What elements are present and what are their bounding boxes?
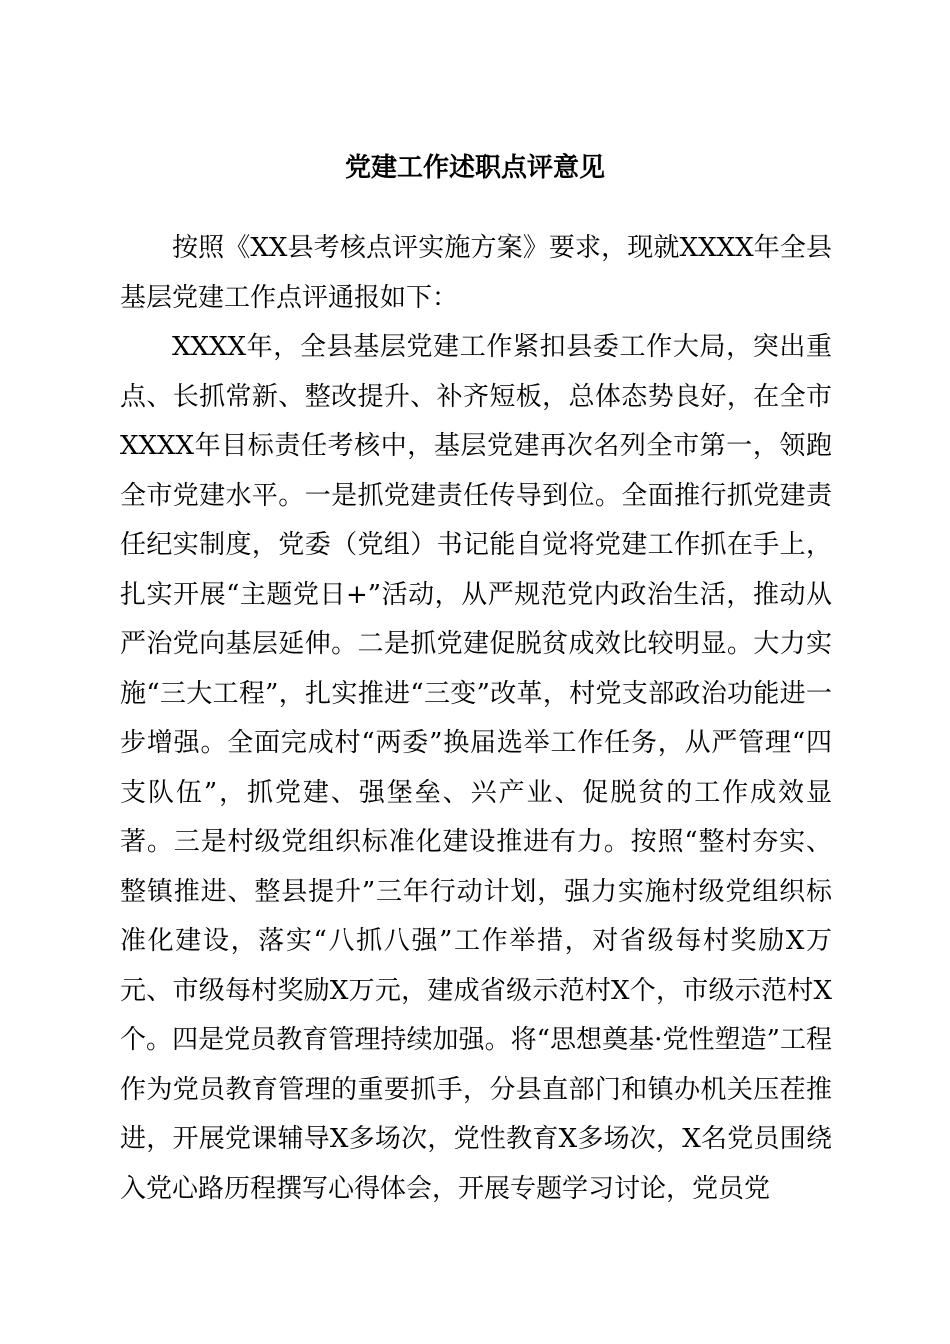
document-title: 党建工作述职点评意见: [344, 153, 605, 183]
paragraph-intro: 按照《XX县考核点评实施方案》要求，现就XXXX年全县基层党建工作点评通报如下：: [120, 233, 832, 313]
document-body: [120, 224, 832, 1214]
paragraph-main: XXXX年，全县基层党建工作紧扣县委工作大局，突出重点、长抓常新、整改提升、补齐短板，总体态势良好，在全市XXXX年目标责任考核中，基层党建再次名列全市第一，领跑全市党建水平。一是抓党建责任传导到位。全面推行抓党建责任纪实制度，党委（党组）书记能自觉将党建工作抓在手上，扎实开展“主题党日+”活动，从严规范党内政治生活，推动从严治党向基层延伸。二是抓党建促脱贫成效比较明显。大力实施“三大工程”，扎实推进“三变”改革，村党支部政治功能进一步增强。全面完成村“两委”换届选举工作任务，从严管理“四支队伍”，抓党建、强堡垒、兴产业、促脱贫的工作成效显著。三是村级党组织标准化建设推进有力。按照“整村夯实、整镇推进、整县提升”三年行动计划，强力实施村级党组织标准化建设，落实“八抓八强”工作举措，对省级每村奖励X万元、市级每村奖励X万元，建成省级示范村X个，市级示范村X个。四是党员教育管理持续加强。将“思想奠基·党性塑造”工程作为党员教育管理的重要抓手，分县直部门和镇办机关压茬推进，开展党课辅导X多场次，党性教育X多场次，X名党员围绕入党心路历程撰写心得体会，开展专题学习讨论，党员党: [120, 332, 832, 1204]
